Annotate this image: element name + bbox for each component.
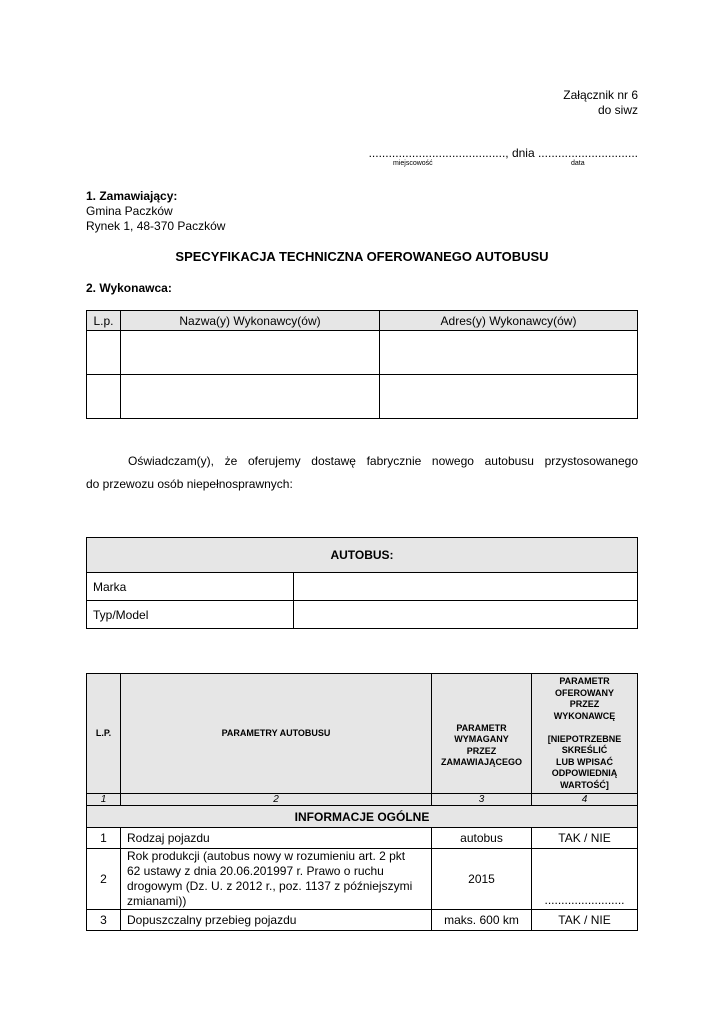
brand-value-cell[interactable] xyxy=(294,573,638,601)
place-date-line: ........................................., dnia .............................. xyxy=(368,146,638,160)
section-general-info: INFORMACJE OGÓLNE xyxy=(87,806,638,828)
params-header-row xyxy=(87,674,638,794)
bus-table xyxy=(86,537,638,629)
declaration-line-1: Oświadczam(y), że oferujemy dostawę fabrycznie nowego autobusu przystosowanego xyxy=(128,454,638,468)
contractor-lp-cell[interactable] xyxy=(87,331,121,375)
table-row: 2 Rok produkcji (autobus nowy w rozumieniu art. 2 pkt 62 ustawy z dnia 20.06.201997 r. Prawo o ruchu drogowym (Dz. U. z 2012 r., poz. 1137 z późniejszymi zmianami)) 2015 ........................ xyxy=(87,849,638,910)
annex-label: Załącznik nr 6 xyxy=(563,88,638,102)
annex-reference: do siwz xyxy=(597,103,638,117)
brand-label: Marka xyxy=(87,573,294,601)
ordering-party-address: Rynek 1, 48-370 Paczków xyxy=(86,219,226,233)
offered-value-cell[interactable]: TAK / NIE xyxy=(532,828,638,849)
params-col-required: PARAMETR WYMAGANY PRZEZ ZAMAWIAJĄCEGO xyxy=(432,674,532,794)
place-caption: miejscowość xyxy=(393,160,433,167)
date-caption: data xyxy=(571,160,585,167)
params-numbering-row: 1 2 3 4 xyxy=(87,794,638,806)
contractor-row xyxy=(87,331,638,375)
contractor-address-cell[interactable] xyxy=(380,331,638,375)
contractor-lp-cell[interactable] xyxy=(87,375,121,419)
model-value-cell[interactable] xyxy=(294,601,638,629)
params-col-params: PARAMETRY AUTOBUSU xyxy=(121,674,432,794)
col-name: Nazwa(y) Wykonawcy(ów) xyxy=(121,311,380,331)
ordering-party-heading: 1. Zamawiający: xyxy=(86,189,178,203)
page-title: SPECYFIKACJA TECHNICZNA OFEROWANEGO AUTOBUSU xyxy=(175,249,549,264)
bus-table-heading: AUTOBUS: xyxy=(87,538,638,573)
model-label: Typ/Model xyxy=(87,601,294,629)
contractor-name-cell[interactable] xyxy=(121,331,380,375)
ordering-party-name: Gmina Paczków xyxy=(86,204,173,218)
contractor-table xyxy=(86,310,638,419)
col-lp: L.p. xyxy=(87,311,121,331)
contractor-heading: 2. Wykonawca: xyxy=(86,281,172,295)
offered-value-cell[interactable]: TAK / NIE xyxy=(532,910,638,931)
table-row: 1 Rodzaj pojazdu autobus TAK / NIE xyxy=(87,828,638,849)
offered-value-cell[interactable]: ........................ xyxy=(532,849,638,910)
contractor-row xyxy=(87,375,638,419)
contractor-address-cell[interactable] xyxy=(380,375,638,419)
declaration-line-2: do przewozu osób niepełnosprawnych: xyxy=(86,477,293,491)
contractor-header-row xyxy=(87,311,638,331)
params-col-lp: L.P. xyxy=(87,674,121,794)
contractor-name-cell[interactable] xyxy=(121,375,380,419)
params-col-offered: PARAMETR OFEROWANY PRZEZ WYKONAWCĘ [NIEPOTRZEBNE SKREŚLIĆ LUB WPISAĆ ODPOWIEDNIĄ WARTOŚĆ] xyxy=(532,674,638,794)
params-table xyxy=(86,673,638,931)
col-address: Adres(y) Wykonawcy(ów) xyxy=(380,311,638,331)
table-row: 3 Dopuszczalny przebieg pojazdu maks. 600 km TAK / NIE xyxy=(87,910,638,931)
